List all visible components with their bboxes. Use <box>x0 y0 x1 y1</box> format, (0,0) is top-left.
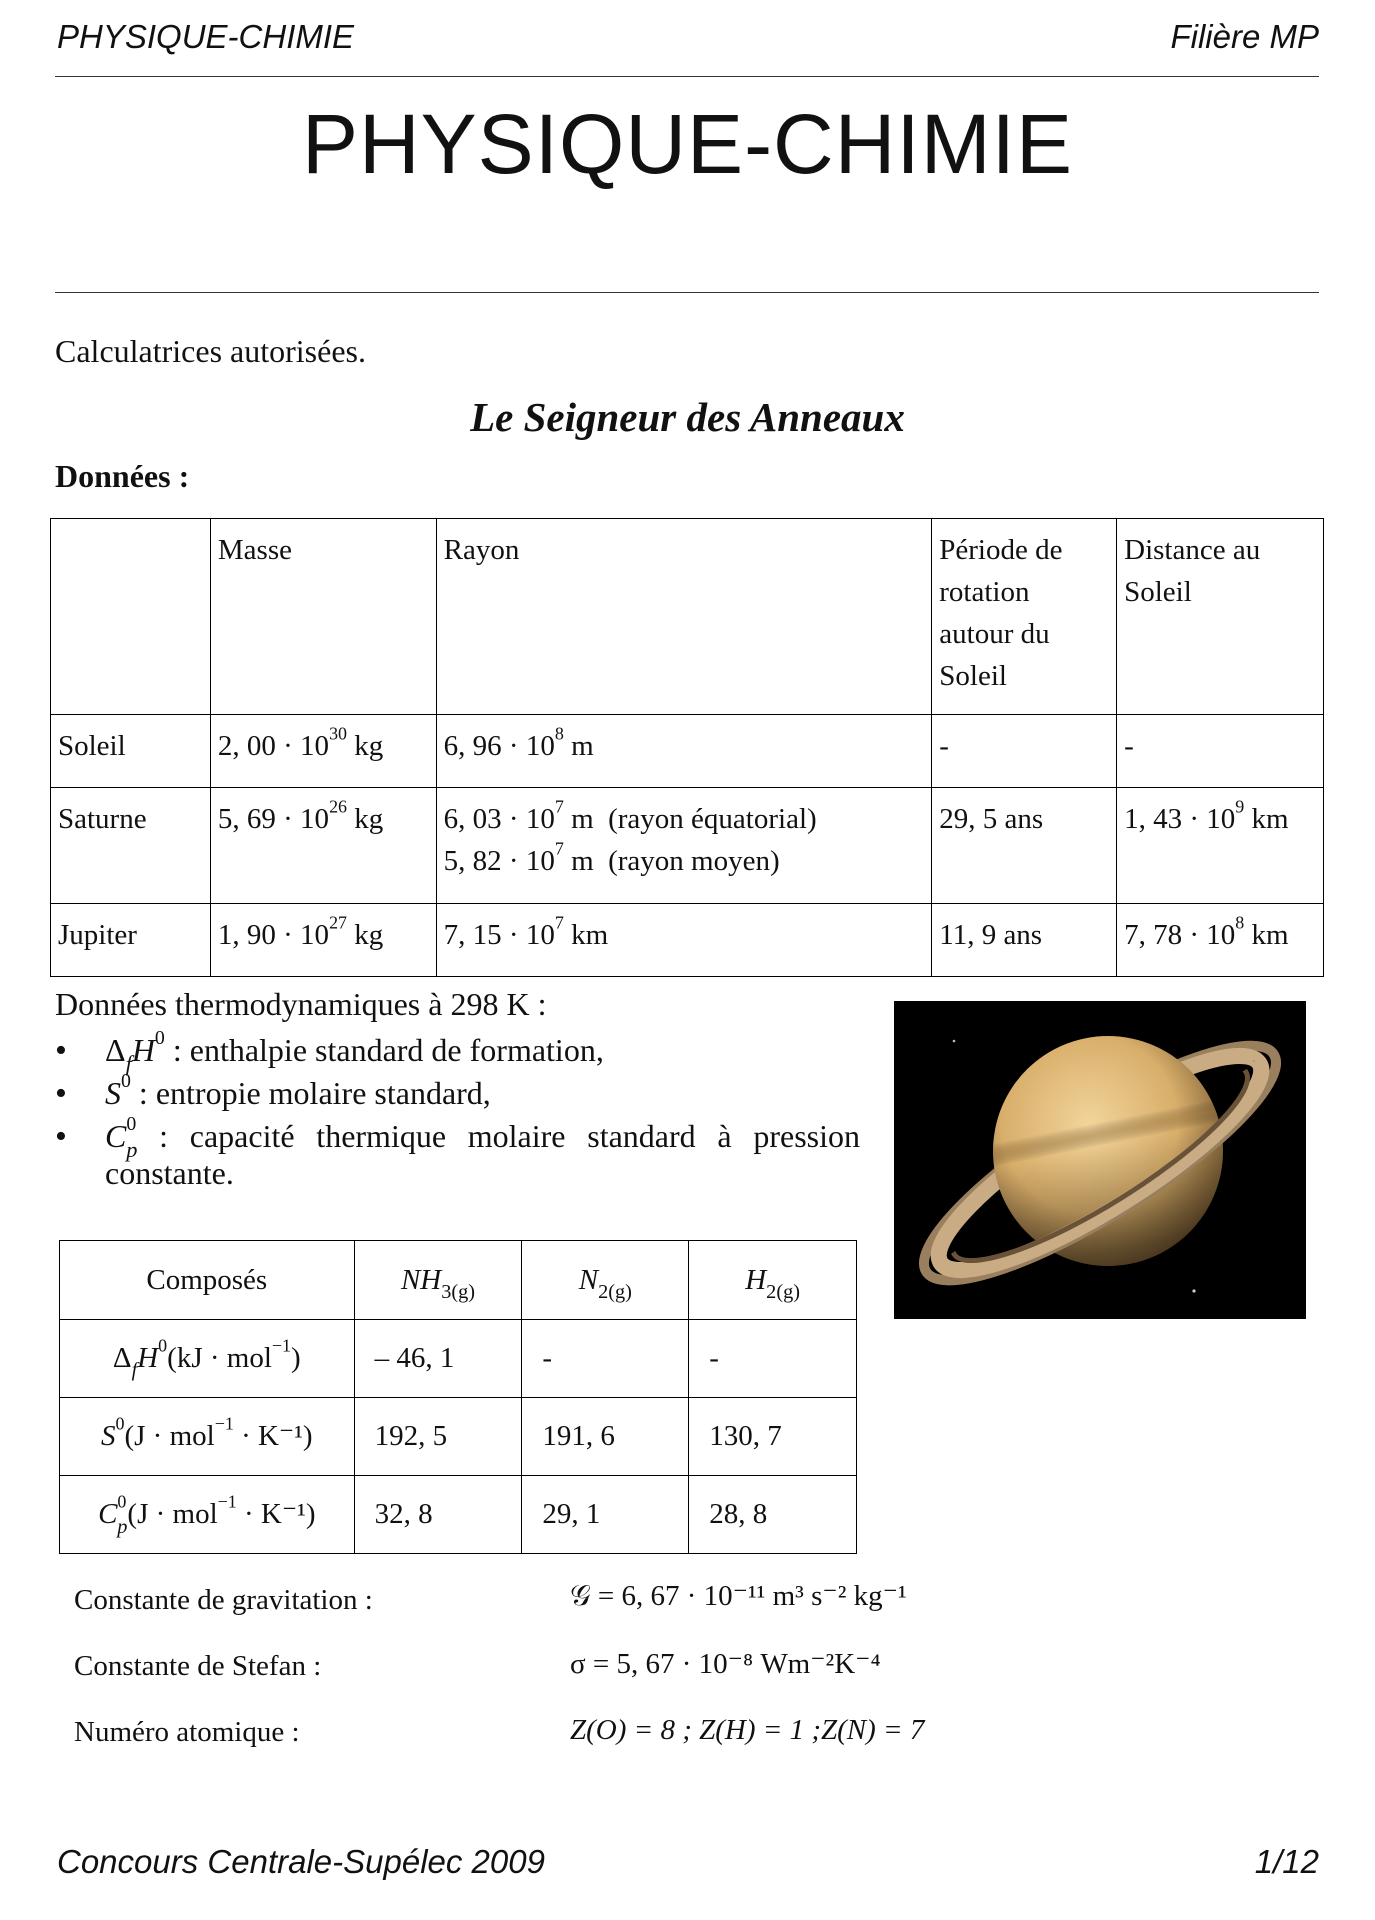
table-cell: - <box>522 1320 689 1398</box>
planet-period: - <box>932 715 1117 788</box>
planet-mass: 2, $00 \cdot 10^{30}$ kg <box>210 715 436 788</box>
table-header-cell: Rayon <box>436 519 932 715</box>
thermo-data-table <box>59 1240 857 1554</box>
constant-label: Numéro atomique : <box>74 1716 300 1748</box>
constant-value: 𝒢 = 6, 67 · 10⁻¹¹ m³ s⁻² kg⁻¹ <box>570 1580 907 1612</box>
planet-name: Jupiter <box>51 904 211 977</box>
list-item: • $C^0_p$ : capacité thermique molaire standard à pression constante. <box>55 1118 860 1192</box>
table-header-cell: Composés <box>60 1241 355 1320</box>
table-header-row <box>60 1241 857 1320</box>
planet-radius: 7, $15 \cdot 10^7$ km <box>436 904 932 977</box>
footer-left: Concours Centrale-Supélec 2009 <box>57 1843 545 1880</box>
planet-radius: 6, $03 \cdot 10^7$ m (rayon équatorial) 5, $82 \cdot 10^7$ m (rayon moyen) <box>436 788 932 904</box>
quantity-label: $\Delta_fH^0(kJ \cdot mol^{-1})$ <box>60 1320 355 1398</box>
table-cell: 28, 8 <box>689 1476 857 1554</box>
table-header-cell <box>51 519 211 715</box>
running-header-left: PHYSIQUE-CHIMIE <box>57 18 355 55</box>
table-cell: – 46, 1 <box>354 1320 522 1398</box>
planet-distance: 7, $78 \cdot 10^8$ km <box>1117 904 1324 977</box>
problem-subtitle: Le Seigneur des Anneaux <box>470 394 905 440</box>
saturn-image <box>894 1001 1306 1319</box>
planet-period: 11, 9 ans <box>932 904 1117 977</box>
table-cell: 29, 1 <box>522 1476 689 1554</box>
table-cell: 191, 6 <box>522 1398 689 1476</box>
calculator-note: Calculatrices autorisées. <box>55 333 366 369</box>
table-header-cell: Masse <box>210 519 436 715</box>
running-header-right: Filière MP <box>1170 18 1319 55</box>
list-item: • $S^0$ : entropie molaire standard, <box>55 1075 860 1112</box>
table-cell: 32, 8 <box>354 1476 522 1554</box>
planet-distance: - <box>1117 715 1324 788</box>
table-row <box>51 788 1324 904</box>
quantity-label: $C^0_p(J \cdot mol^{-1} \cdot K^{-1})$ <box>60 1476 355 1554</box>
header-rule <box>55 76 1319 77</box>
planet-mass: 5, $69 \cdot 10^{26}$ kg <box>210 788 436 904</box>
compound-header: $H_{2(g)}$ <box>689 1241 857 1320</box>
table-header-cell: Distance au Soleil <box>1117 519 1324 715</box>
planet-data-table <box>50 518 1324 977</box>
table-row <box>60 1320 857 1398</box>
planet-name: Saturne <box>51 788 211 904</box>
table-row <box>51 715 1324 788</box>
table-row <box>60 1476 857 1554</box>
list-item: • $\Delta_fH^0$ : enthalpie standard de formation, <box>55 1032 860 1069</box>
compound-header: $N_{2(g)}$ <box>522 1241 689 1320</box>
constant-label: Constante de Stefan : <box>74 1650 322 1682</box>
constant-label: Constante de gravitation : <box>74 1584 373 1616</box>
compound-header: $NH_{3(g)}$ <box>354 1241 522 1320</box>
table-header-row <box>51 519 1324 715</box>
table-cell: 130, 7 <box>689 1398 857 1476</box>
planet-radius: 6, $96 \cdot 10^8$ m <box>436 715 932 788</box>
planet-name: Soleil <box>51 715 211 788</box>
planet-distance: 1, $43 \cdot 10^9$ km <box>1117 788 1324 904</box>
constant-value: σ = 5, 67 · 10⁻⁸ Wm⁻²K⁻⁴ <box>570 1648 881 1680</box>
table-row <box>60 1398 857 1476</box>
table-header-cell: Période de rotation autour du Soleil <box>932 519 1117 715</box>
planet-mass: 1, $90 \cdot 10^{27}$ kg <box>210 904 436 977</box>
quantity-label: $S^0(J \cdot mol^{-1} \cdot K^{-1})$ <box>60 1398 355 1476</box>
table-row <box>51 904 1324 977</box>
constant-value: Z(O) = 8 ; Z(H) = 1 ;Z(N) = 7 <box>570 1714 925 1746</box>
title-rule <box>55 292 1319 293</box>
page-number: 1/12 <box>1254 1843 1319 1880</box>
definition-list <box>55 1027 860 1198</box>
page-title: PHYSIQUE-CHIMIE <box>301 97 1074 191</box>
thermo-intro: Données thermodynamiques à 298 K : <box>55 986 547 1022</box>
planet-period: 29, 5 ans <box>932 788 1117 904</box>
table-cell: - <box>689 1320 857 1398</box>
table-cell: 192, 5 <box>354 1398 522 1476</box>
data-heading: Données : <box>55 458 190 494</box>
